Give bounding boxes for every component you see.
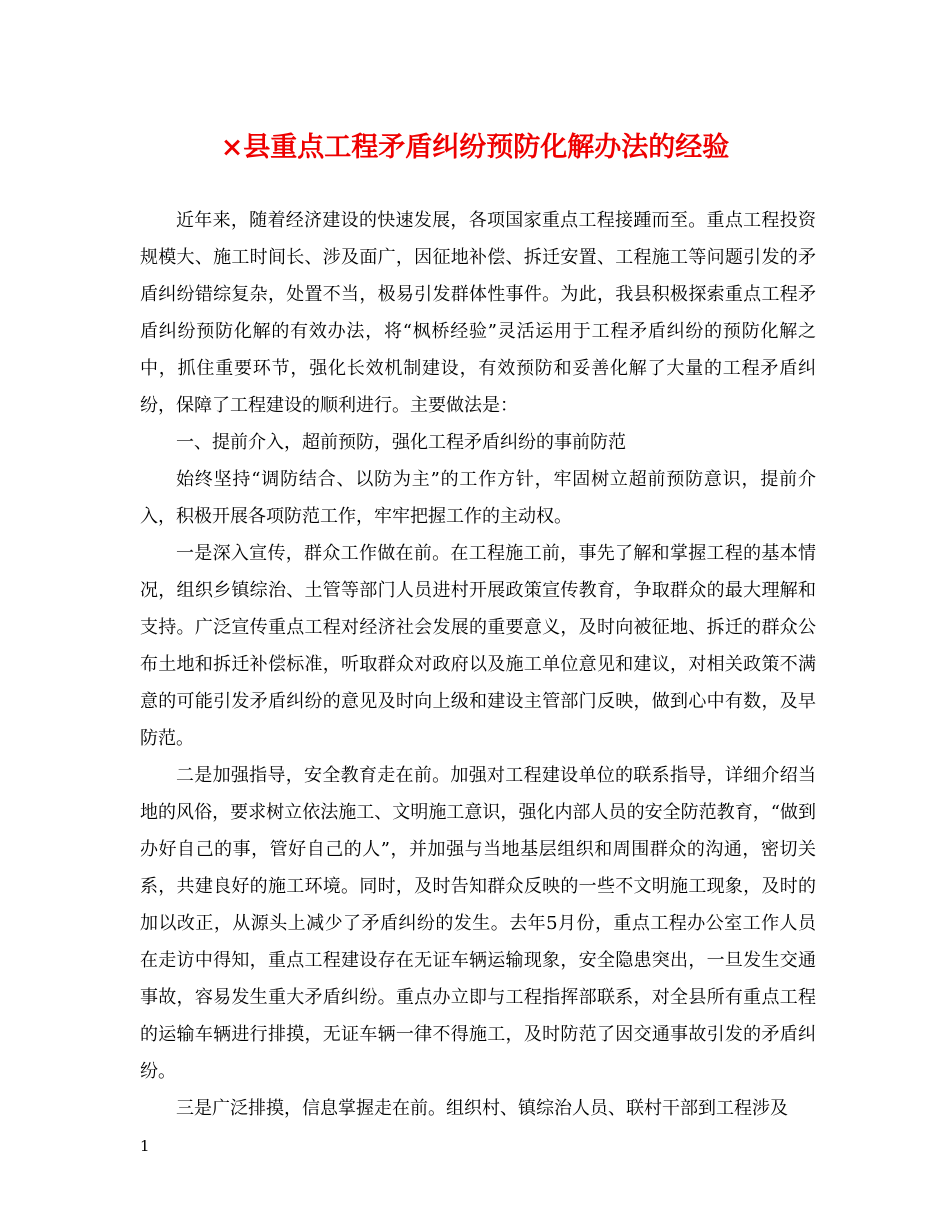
section-heading-1: 一、提前介入，超前预防，强化工程矛盾纠纷的事前防范 — [176, 432, 626, 453]
document-title: ×县重点工程矛盾纠纷预防化解办法的经验 — [220, 132, 730, 163]
paragraph-point-2: 二是加强指导，安全教育走在前。加强对工程建设单位的联系指导，详细介绍当地的风俗，要求树立依法施工、文明施工意识，强化内部人员的安全防范教育，“做到办好自己的事，管好自己的人”，并加强与当地基层组织和周围群众的沟通，密切关系，共建良好的施工环境。同时，及时告知群众反映的一些不文明施工现象，及时的加以改正，从源头上减少了矛盾纠纷的发生。去年5月份，重点工程办公室工作人员在走访中得知，重点工程建设存在无证车辆运输现象，安全隐患突出，一旦发生交通事故，容易发生重大矛盾纠纷。重点办立即与工程指挥部联系，对全县所有重点工程的运输车辆进行排摸，无证车辆一律不得施工，及时防范了因交通事故引发的矛盾纠纷。 — [140, 765, 816, 1082]
paragraph-intro: 近年来，随着经济建设的快速发展，各项国家重点工程接踵而至。重点工程投资规模大、施工时间长、涉及面广，因征地补偿、拆迁安置、工程施工等问题引发的矛盾纠纷错综复杂，处置不当，极易引发群体性事件。为此，我县积极探索重点工程矛盾纠纷预防化解的有效办法，将“枫桥经验”灵活运用于工程矛盾纠纷的预防化解之中，抓住重要环节，强化长效机制建设，有效预防和妥善化解了大量的工程矛盾纠纷，保障了工程建设的顺利进行。主要做法是： — [140, 210, 816, 416]
paragraph-point-1: 一是深入宣传，群众工作做在前。在工程施工前，事先了解和掌握工程的基本情况，组织乡镇综治、土管等部门人员进村开展政策宣传教育，争取群众的最大理解和支持。广泛宣传重点工程对经济社会发展的重要意义，及时向被征地、拆迁的群众公布土地和拆迁补偿标准，听取群众对政府以及施工单位意见和建议，对相关政策不满意的可能引发矛盾纠纷的意见及时向上级和建设主管部门反映，做到心中有数，及早防范。 — [140, 543, 816, 749]
paragraph-principle: 始终坚持“调防结合、以防为主”的工作方针，牢固树立超前预防意识，提前介入，积极开展各项防范工作，牢牢把握工作的主动权。 — [140, 469, 816, 527]
page-number: 1 — [140, 1137, 150, 1155]
paragraph-point-3: 三是广泛排摸，信息掌握走在前。组织村、镇综治人员、联村干部到工程涉及 — [176, 1098, 788, 1119]
document-body — [140, 202, 816, 1127]
